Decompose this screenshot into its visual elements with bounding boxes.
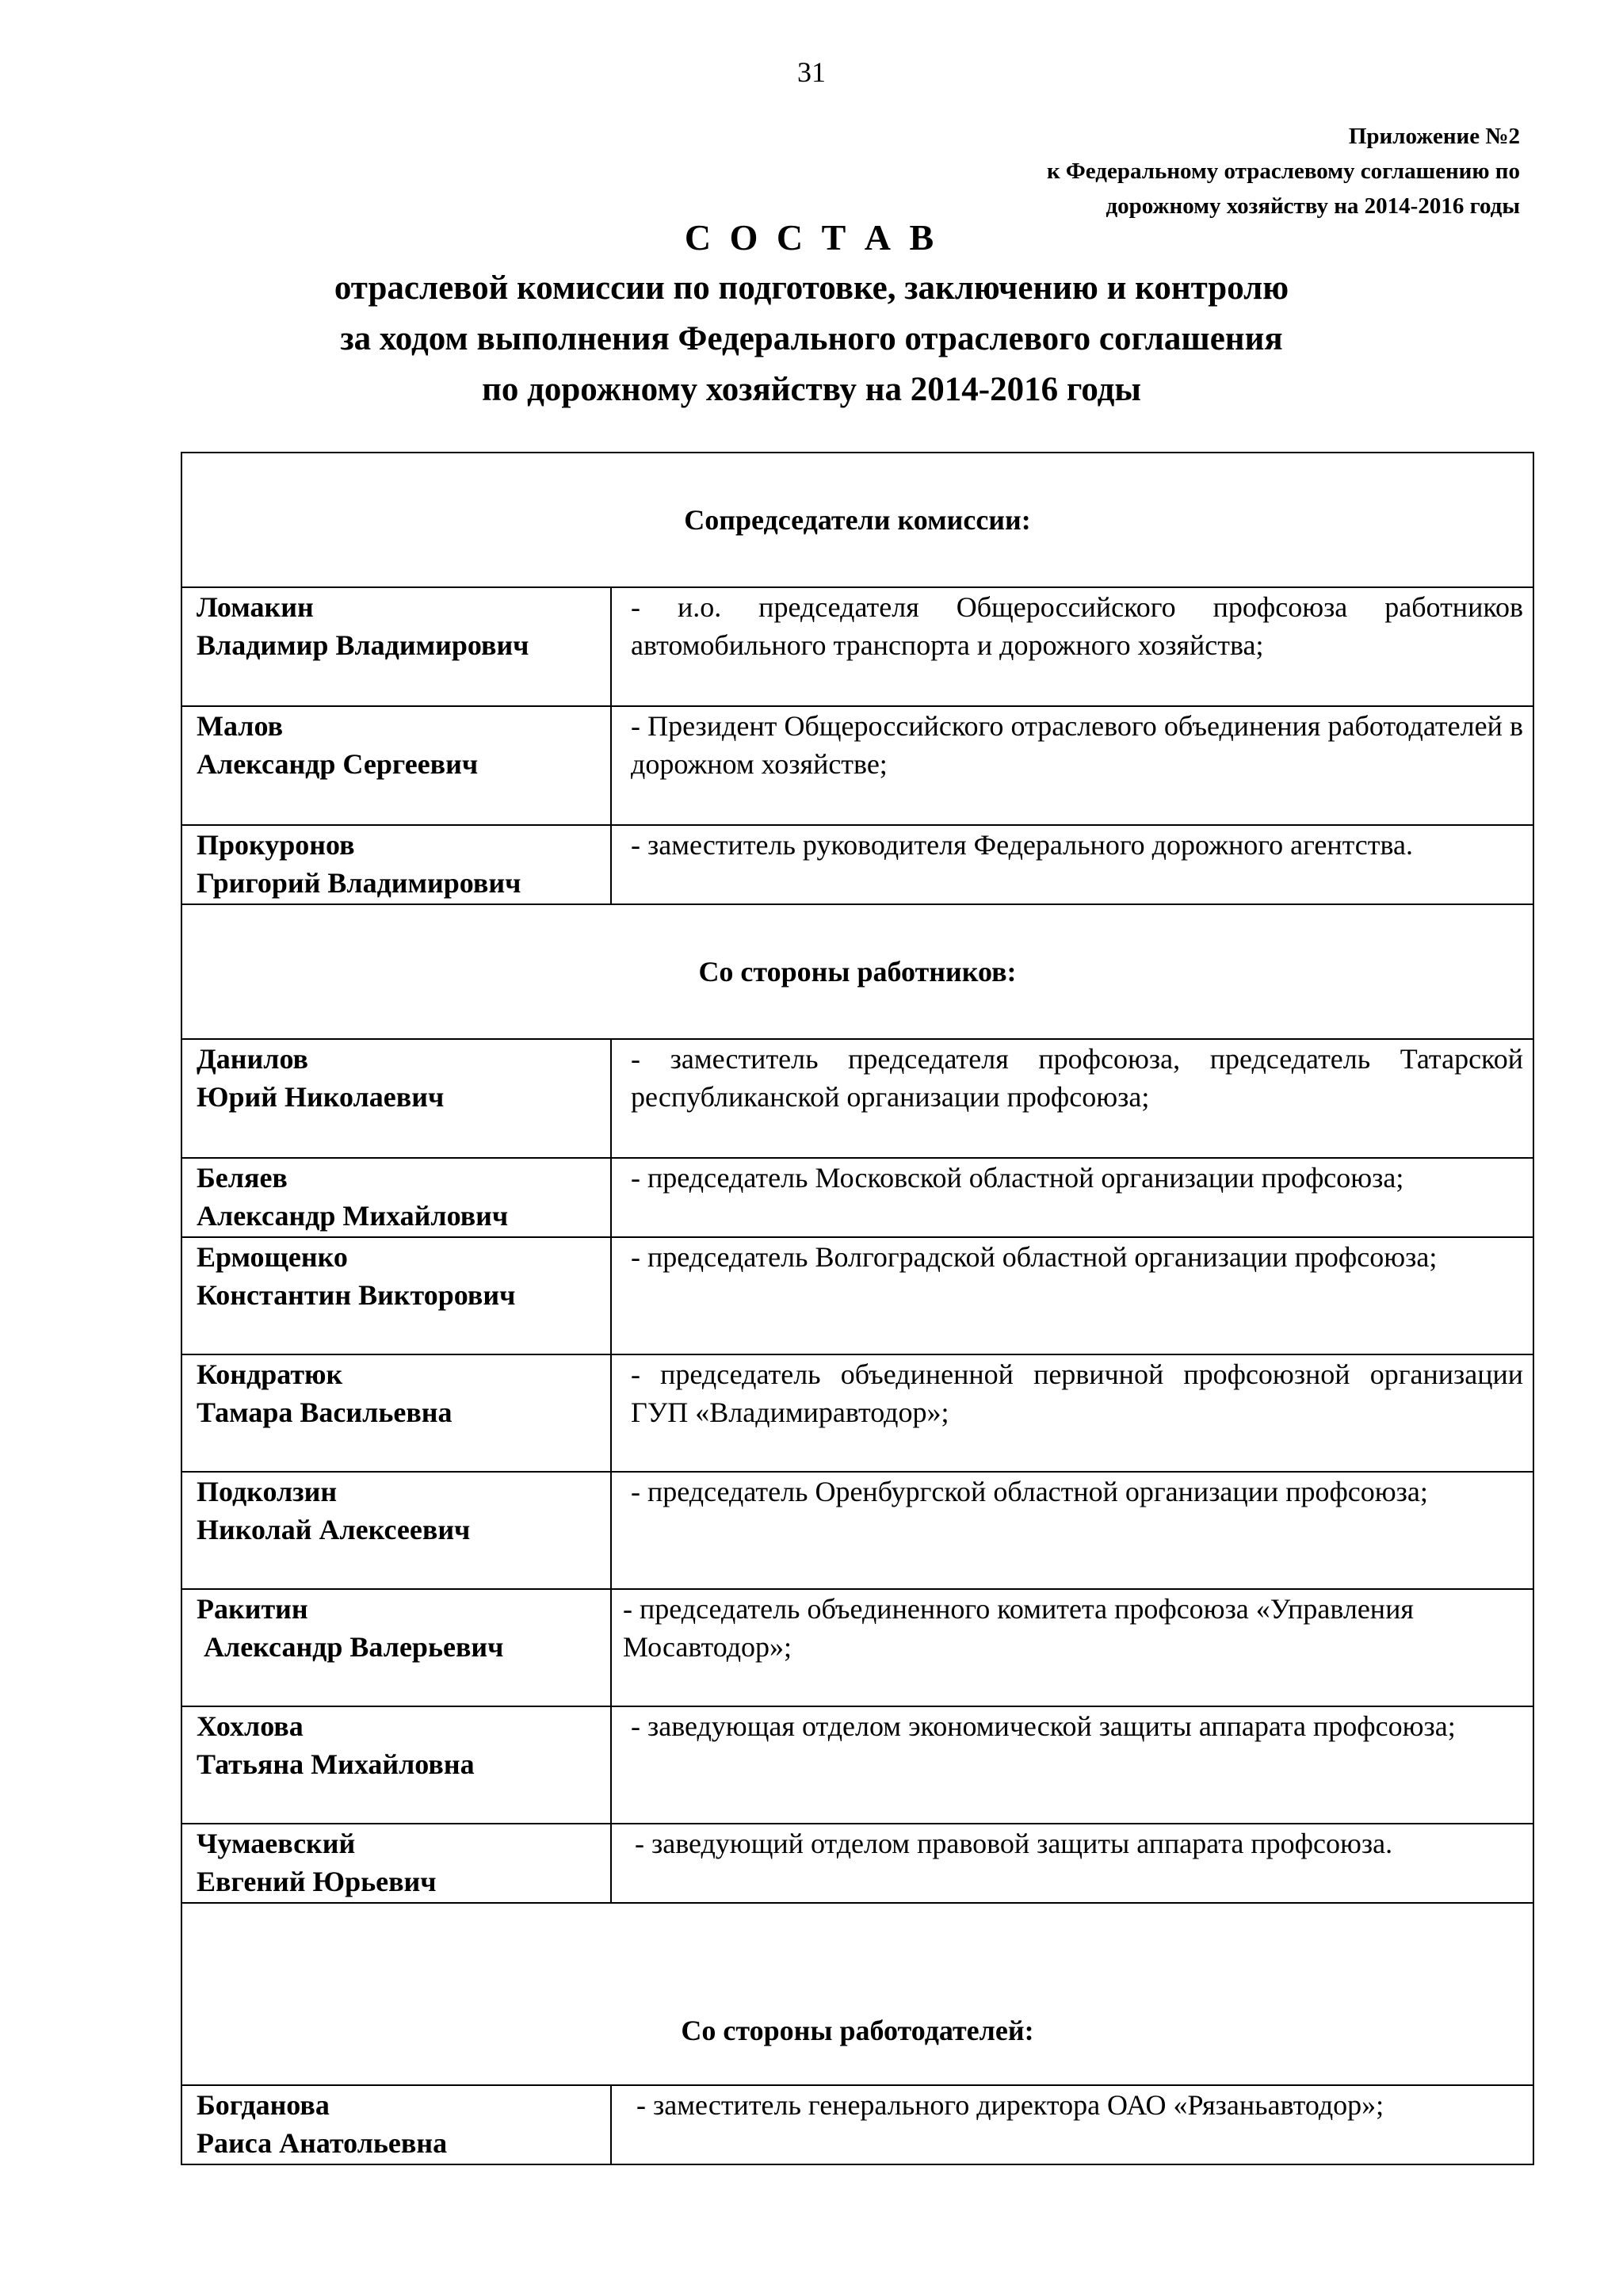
member-surname: Ермощенко [197,1241,348,1273]
title-line-1: отраслевой комиссии по подготовке, заключению и контролю [334,269,1289,307]
member-surname: Беляев [197,1162,288,1194]
member-given-name: Раиса Анатольевна [197,2127,448,2159]
appendix-line-2: к Федеральному отраслевому соглашению по [1046,159,1520,184]
member-surname: Ломакин [197,591,314,623]
member-surname: Малов [197,710,284,742]
section-heading-employers: Со стороны работодателей: [181,1903,1533,2085]
member-role: - председатель Московской областной организации профсоюза; [611,1158,1533,1237]
table-row [181,825,1533,904]
table-row [181,587,1533,706]
member-surname: Кондратюк [197,1358,343,1390]
member-given-name: Николай Алексеевич [197,1514,471,1545]
member-role: - заместитель генерального директора ОАО «Рязаньавтодор»; [611,2085,1533,2164]
table-row [181,1706,1533,1824]
commission-table [181,452,1534,2165]
member-given-name: Владимир Владимирович [197,629,529,661]
member-role: - председатель Оренбургской областной организации профсоюза; [611,1472,1533,1589]
member-given-name: Александр Сергеевич [197,748,479,780]
table-row [181,706,1533,825]
document-title [0,212,1623,415]
member-name [181,1472,611,1589]
member-role: - Президент Общероссийского отраслевого объединения работодателей в дорожном хозяйстве; [611,706,1533,825]
member-role: - председатель Волгоградской областной организации профсоюза; [611,1237,1533,1354]
member-given-name: Юрий Николаевич [197,1081,445,1113]
section-row [181,904,1533,1039]
appendix-note [648,119,1520,223]
table-row [181,1472,1533,1589]
member-role: - председатель объединенной первичной профсоюзной организации ГУП «Владимиравтодор»; [611,1354,1533,1472]
member-given-name: Константин Викторович [197,1279,516,1311]
member-given-name: Татьяна Михайловна [197,1748,475,1780]
member-surname: Ракитин [197,1593,308,1625]
member-given-name: Тамара Васильевна [197,1396,453,1428]
title-main: С О С Т А В [684,217,939,258]
member-given-name: Евгений Юрьевич [197,1866,437,1897]
member-name [181,1158,611,1237]
member-role: - заместитель руководителя Федерального дорожного агентства. [611,825,1533,904]
section-row [181,453,1533,587]
member-name [181,1039,611,1158]
appendix-line-3: дорожному хозяйству на 2014-2016 годы [1106,193,1520,219]
member-name [181,2085,611,2164]
table-row [181,1824,1533,1903]
member-surname: Прокуронов [197,829,355,861]
appendix-line-1: Приложение №2 [1348,124,1520,149]
member-name [181,587,611,706]
title-line-2: за ходом выполнения Федерального отраслевого соглашения [340,320,1283,357]
section-heading-workers: Со стороны работников: [181,904,1533,1039]
member-surname: Богданова [197,2089,330,2121]
member-name [181,706,611,825]
member-given-name: Григорий Владимирович [197,867,521,899]
member-surname: Подколзин [197,1476,338,1507]
member-surname: Чумаевский [197,1828,356,1859]
member-surname: Данилов [197,1043,308,1075]
member-role: - заместитель председателя профсоюза, председатель Татарской республиканской организации профсоюза; [611,1039,1533,1158]
page-number: 31 [797,56,826,88]
member-role: - и.о. председателя Общероссийского профсоюза работников автомобильного транспорта и дорожного хозяйства; [611,587,1533,706]
member-role: - заведующая отделом экономической защиты аппарата профсоюза; [611,1706,1533,1824]
member-given-name: Александр Валерьевич [197,1631,504,1663]
table-row [181,1039,1533,1158]
member-role: - заведующий отделом правовой защиты аппарата профсоюза. [611,1824,1533,1903]
table-row [181,1589,1533,1706]
member-name [181,1354,611,1472]
member-name [181,1824,611,1903]
table-row [181,2085,1533,2164]
table-row [181,1354,1533,1472]
member-name [181,825,611,904]
table-row [181,1237,1533,1354]
title-line-3: по дорожному хозяйству на 2014-2016 годы [482,371,1141,408]
member-role: - председатель объединенного комитета профсоюза «Управления Мосавтодор»; [611,1589,1533,1706]
section-heading-co-chairs: Сопредседатели комиссии: [181,453,1533,587]
member-given-name: Александр Михайлович [197,1200,509,1232]
member-name [181,1589,611,1706]
member-name [181,1706,611,1824]
member-surname: Хохлова [197,1710,304,1742]
table-row [181,1158,1533,1237]
member-name [181,1237,611,1354]
section-row [181,1903,1533,2085]
